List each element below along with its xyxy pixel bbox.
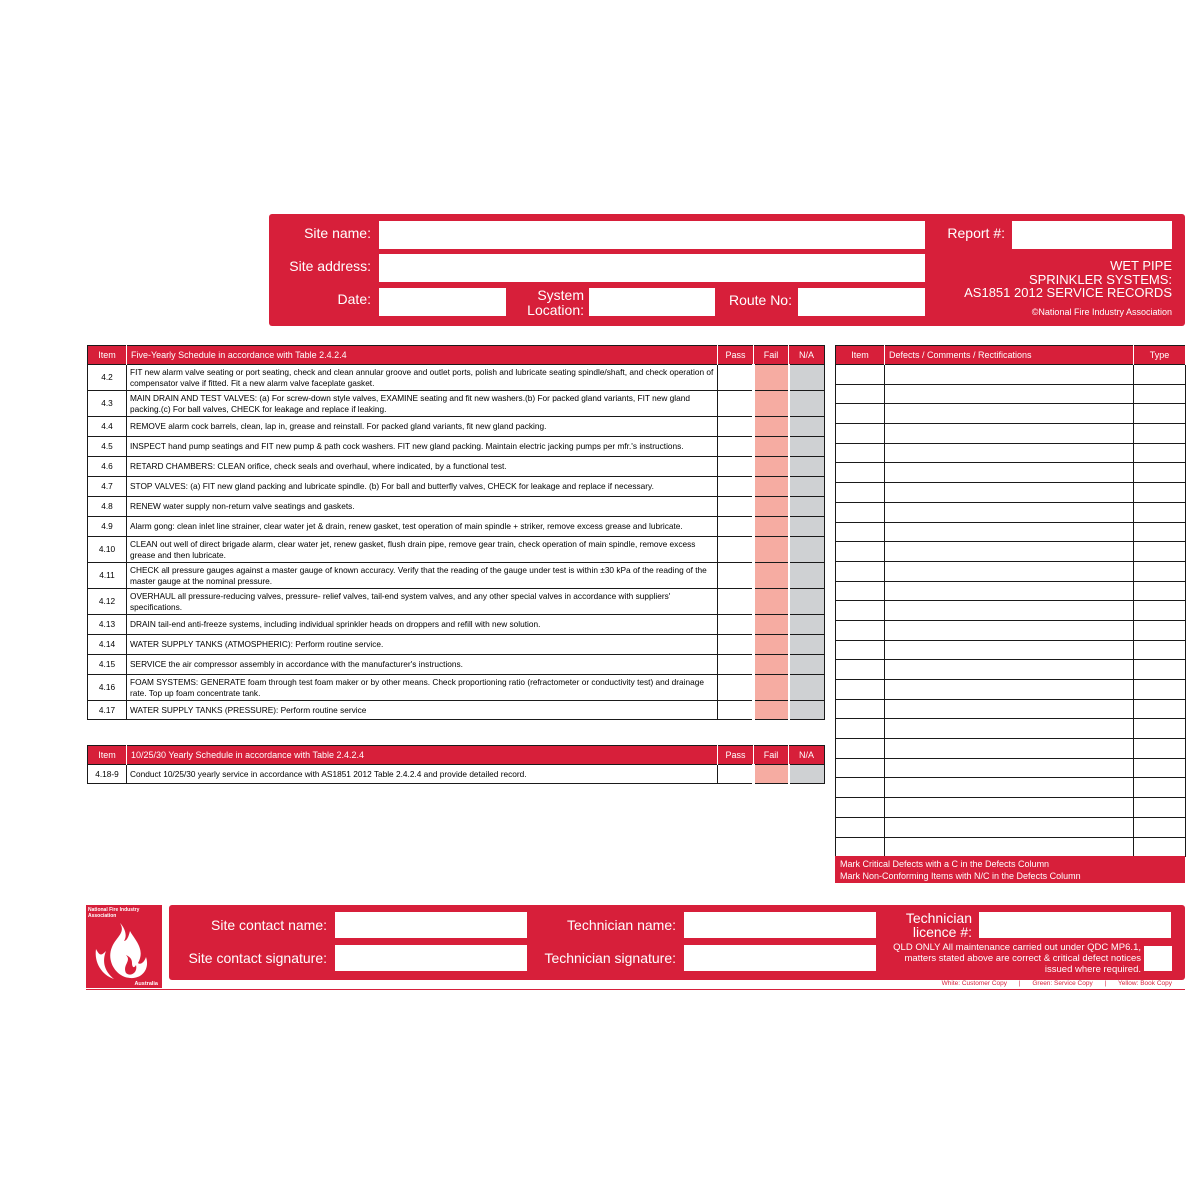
item-description: MAIN DRAIN AND TEST VALVES: (a) For screw-down style valves, EXAMINE seating and fit new washers.(b) For packed gland variants, FIT new gland packing.(c) For ball valves, CHECK for leakage and replace if leaking. [127,391,718,417]
defect-row [836,660,1186,680]
schedule-row [88,497,825,517]
pass-checkbox[interactable] [718,589,754,615]
defect-item-cell[interactable] [836,561,885,581]
defect-item-cell[interactable] [836,739,885,759]
site-contact-signature-label: Site contact signature: [188,950,327,966]
green-copy-label: Green: Service Copy [1032,980,1093,987]
defect-item-cell[interactable] [836,542,885,562]
item-description: INSPECT hand pump seatings and FIT new pump & path cock washers. FIT new gland packing. Maintain electric jacking pumps per mfr.'s instructions. [127,437,718,457]
date-field[interactable] [379,288,506,316]
defect-item-cell[interactable] [836,404,885,424]
item-description: REMOVE alarm cock barrels, clean, lap in, grease and reinstall. For packed gland variants, fit new gland packing. [127,417,718,437]
pass-checkbox[interactable] [718,457,754,477]
na-checkbox[interactable] [789,517,825,537]
column-header-item: Item [88,346,127,365]
defect-row [836,561,1186,581]
na-checkbox[interactable] [789,365,825,391]
pass-checkbox[interactable] [718,391,754,417]
schedule-row [88,635,825,655]
item-description: OVERHAUL all pressure-reducing valves, pressure- relief valves, tail-end system valves, and any other special valves in accordance with suppliers' specifications. [127,589,718,615]
fail-checkbox[interactable] [754,615,789,635]
defects-notes [835,856,1185,883]
schedule-row [88,589,825,615]
item-number: 4.3 [88,391,127,417]
defect-item-cell[interactable] [836,699,885,719]
pass-checkbox[interactable] [718,537,754,563]
item-number: 4.13 [88,615,127,635]
fail-checkbox[interactable] [754,437,789,457]
site-name-field[interactable] [379,221,925,249]
defect-row [836,798,1186,818]
defect-type-cell[interactable] [1134,601,1186,621]
schedule-row [88,765,825,784]
five-yearly-schedule-table [87,345,825,720]
schedule-row [88,615,825,635]
report-number-field[interactable] [1012,221,1172,249]
item-description: WATER SUPPLY TANKS (ATMOSPHERIC): Perform routine service. [127,635,718,655]
route-no-label: Route No: [728,292,792,308]
defect-row [836,601,1186,621]
defect-type-cell[interactable] [1134,365,1186,385]
schedule-row [88,477,825,497]
defect-type-cell[interactable] [1134,817,1186,837]
nfia-logo [86,905,162,988]
site-address-field[interactable] [379,254,925,282]
schedule-row [88,537,825,563]
fail-checkbox[interactable] [754,635,789,655]
column-header-na: N/A [789,746,825,765]
report-title-line-3: AS1851 2012 SERVICE RECORDS [964,285,1172,300]
defect-comment-cell[interactable] [885,739,1134,759]
defect-row [836,365,1186,385]
technician-licence-label-line-1: Technician [905,910,972,926]
fail-checkbox[interactable] [754,675,789,701]
site-contact-signature-field[interactable] [335,945,527,971]
pass-checkbox[interactable] [718,563,754,589]
item-description: Alarm gong: clean inlet line strainer, clear water jet & drain, renew gasket, test operation of main spindle + striker, remove excess grease and lubricate. [127,517,718,537]
technician-licence-field[interactable] [979,912,1171,938]
defect-item-cell[interactable] [836,798,885,818]
item-number: 4.2 [88,365,127,391]
route-no-field[interactable] [798,288,925,316]
technician-signature-label: Technician signature: [544,950,676,966]
fail-checkbox[interactable] [754,701,789,720]
report-title-line-2: SPRINKLER SYSTEMS: [1028,271,1172,287]
na-checkbox[interactable] [789,391,825,417]
pass-checkbox[interactable] [718,437,754,457]
defect-row [836,384,1186,404]
signoff-footer [169,905,1185,980]
pass-checkbox[interactable] [718,765,754,784]
defect-row [836,463,1186,483]
defect-item-cell[interactable] [836,581,885,601]
pass-checkbox[interactable] [718,635,754,655]
na-checkbox[interactable] [789,497,825,517]
pass-checkbox[interactable] [718,675,754,701]
technician-licence-label-line-2: licence #: [912,924,972,940]
fail-checkbox[interactable] [754,417,789,437]
defect-comment-cell[interactable] [885,680,1134,700]
schedule-row [88,517,825,537]
defect-comment-cell[interactable] [885,798,1134,818]
defect-comment-cell[interactable] [885,365,1134,385]
defect-type-cell[interactable] [1134,522,1186,542]
defects-header-row [836,346,1186,365]
defect-row [836,542,1186,562]
item-number: 4.18-9 [88,765,127,784]
defect-item-cell[interactable] [836,483,885,503]
defect-type-cell[interactable] [1134,463,1186,483]
item-description: SERVICE the air compressor assembly in accordance with the manufacturer's instructions. [127,655,718,675]
column-header-na: N/A [789,346,825,365]
defect-row [836,620,1186,640]
schedule-row [88,563,825,589]
defect-comment-cell[interactable] [885,699,1134,719]
defect-type-cell[interactable] [1134,837,1186,857]
pass-checkbox[interactable] [718,417,754,437]
defect-row [836,483,1186,503]
schedule-row [88,701,825,720]
fail-checkbox[interactable] [754,477,789,497]
fail-checkbox[interactable] [754,655,789,675]
defect-type-cell[interactable] [1134,384,1186,404]
fail-checkbox[interactable] [754,765,789,784]
defect-comment-cell[interactable] [885,443,1134,463]
na-checkbox[interactable] [789,563,825,589]
pass-checkbox[interactable] [718,497,754,517]
item-description: WATER SUPPLY TANKS (PRESSURE): Perform routine service [127,701,718,720]
pass-checkbox[interactable] [718,655,754,675]
defect-item-cell[interactable] [836,660,885,680]
site-name-label: Site name: [304,225,371,241]
report-header [269,214,1185,326]
system-location-label-line-1: System [537,287,584,303]
schedule-row [88,675,825,701]
defect-type-cell[interactable] [1134,581,1186,601]
defect-row [836,522,1186,542]
column-header-item: Item [88,746,127,765]
site-contact-name-field[interactable] [335,912,527,938]
item-number: 4.9 [88,517,127,537]
defect-row [836,758,1186,778]
defect-row [836,443,1186,463]
defect-type-cell[interactable] [1134,798,1186,818]
defect-comment-cell[interactable] [885,404,1134,424]
defect-type-cell[interactable] [1134,502,1186,522]
defect-row [836,778,1186,798]
defect-row [836,502,1186,522]
item-description: CLEAN out well of direct brigade alarm, clear water jet, renew gasket, flush drain pipe, remove gear train, check operation of main spindle, remove excess grease and then lubricate. [127,537,718,563]
qld-compliance-note: QLD ONLY All maintenance carried out under QDC MP6.1, matters stated above are correct & critical defect notices issued where required. [893,942,1141,975]
item-description: CHECK all pressure gauges against a master gauge of known accuracy. Verify that the reading of the gauge under test is within ±30 kPa of the reading of the master gauge at the nominal pressure. [127,563,718,589]
defect-type-cell[interactable] [1134,620,1186,640]
item-number: 4.4 [88,417,127,437]
copy-separator: | [1018,980,1021,987]
defect-row [836,837,1186,857]
defect-type-cell[interactable] [1134,758,1186,778]
defect-item-cell[interactable] [836,719,885,739]
copyright-notice: ©National Fire Industry Association [1031,307,1172,317]
report-number-label: Report #: [947,225,1005,241]
defect-item-cell[interactable] [836,443,885,463]
defect-item-cell[interactable] [836,463,885,483]
defect-type-cell[interactable] [1134,443,1186,463]
fail-checkbox[interactable] [754,497,789,517]
defect-row [836,404,1186,424]
ten-yearly-header-row [88,746,825,765]
defect-type-cell[interactable] [1134,680,1186,700]
white-copy-label: White: Customer Copy [941,980,1008,987]
date-label: Date: [337,291,371,307]
schedule-row [88,457,825,477]
defect-item-cell[interactable] [836,522,885,542]
defect-comment-cell[interactable] [885,542,1134,562]
system-location-label [511,288,584,317]
report-title-line-1: WET PIPE [1110,258,1172,273]
item-description: Conduct 10/25/30 yearly service in accordance with AS1851 2012 Table 2.4.2.4 and provide detailed record. [127,765,718,784]
defect-comment-cell[interactable] [885,424,1134,444]
defect-comment-cell[interactable] [885,384,1134,404]
pass-checkbox[interactable] [718,517,754,537]
defect-type-cell[interactable] [1134,404,1186,424]
report-title [964,259,1172,300]
schedule-row [88,417,825,437]
defect-comment-cell[interactable] [885,660,1134,680]
defect-item-cell[interactable] [836,384,885,404]
defect-row [836,424,1186,444]
column-header-type: Type [1134,346,1186,365]
five-yearly-header-row [88,346,825,365]
defect-item-cell[interactable] [836,680,885,700]
column-header-pass: Pass [718,346,754,365]
logo-country: Australia [134,981,158,987]
na-checkbox[interactable] [789,655,825,675]
column-header-fail: Fail [754,346,789,365]
na-checkbox[interactable] [789,589,825,615]
schedule-row [88,391,825,417]
defect-type-cell[interactable] [1134,640,1186,660]
item-description: STOP VALVES: (a) FIT new gland packing and lubricate spindle. (b) For ball and butterfly valves, CHECK for leakage and replace if necessary. [127,477,718,497]
technician-licence-label [881,911,972,939]
defect-row [836,581,1186,601]
na-checkbox[interactable] [789,437,825,457]
pass-checkbox[interactable] [718,477,754,497]
na-checkbox[interactable] [789,457,825,477]
item-description: FOAM SYSTEMS: GENERATE foam through test foam maker or by other means. Check proportioning ratio (refractometer or conductivity test) and drainage rate. Top up foam concentrate tank. [127,675,718,701]
item-description: RENEW water supply non-return valve seatings and gaskets. [127,497,718,517]
defect-row [836,680,1186,700]
defect-type-cell[interactable] [1134,424,1186,444]
site-contact-name-label: Site contact name: [211,917,327,933]
defect-comment-cell[interactable] [885,581,1134,601]
item-number: 4.10 [88,537,127,563]
defect-comment-cell[interactable] [885,601,1134,621]
non-conforming-note: Mark Non-Conforming Items with N/C in the Defects Column [840,871,1081,881]
item-number: 4.5 [88,437,127,457]
defect-comment-cell[interactable] [885,640,1134,660]
column-header-item: Item [836,346,885,365]
column-header-defects-comments: Defects / Comments / Rectifications [885,346,1134,365]
na-checkbox[interactable] [789,675,825,701]
defect-row [836,739,1186,759]
system-location-label-line-2: Location: [527,301,584,318]
na-checkbox[interactable] [789,417,825,437]
defect-item-cell[interactable] [836,640,885,660]
technician-signature-field[interactable] [684,945,876,971]
defect-comment-cell[interactable] [885,817,1134,837]
pass-checkbox[interactable] [718,701,754,720]
fail-checkbox[interactable] [754,391,789,417]
pass-checkbox[interactable] [718,365,754,391]
item-number: 4.11 [88,563,127,589]
na-checkbox[interactable] [789,615,825,635]
schedule-row [88,655,825,675]
defect-comment-cell[interactable] [885,758,1134,778]
item-number: 4.8 [88,497,127,517]
defect-type-cell[interactable] [1134,561,1186,581]
defect-item-cell[interactable] [836,424,885,444]
item-number: 4.14 [88,635,127,655]
item-description: FIT new alarm valve seating or port seating, check and clean annular groove and outlet ports, polish and lubricate seating spindle/shaft, and check operation of compensator valve if fitted. Fit a new alarm valve faceplate gasket. [127,365,718,391]
site-address-label: Site address: [289,258,371,274]
qld-compliance-checkbox[interactable] [1144,946,1172,971]
defect-comment-cell[interactable] [885,719,1134,739]
defect-item-cell[interactable] [836,817,885,837]
na-checkbox[interactable] [789,635,825,655]
defect-comment-cell[interactable] [885,463,1134,483]
defect-item-cell[interactable] [836,620,885,640]
defect-type-cell[interactable] [1134,699,1186,719]
column-header-fail: Fail [754,746,789,765]
defect-comment-cell[interactable] [885,778,1134,798]
defect-item-cell[interactable] [836,365,885,385]
defect-comment-cell[interactable] [885,483,1134,503]
copy-distribution-legend [938,980,1172,987]
technician-name-label: Technician name: [567,917,676,933]
fail-checkbox[interactable] [754,537,789,563]
defect-row [836,817,1186,837]
defect-item-cell[interactable] [836,837,885,857]
defect-type-cell[interactable] [1134,719,1186,739]
defect-type-cell[interactable] [1134,483,1186,503]
na-checkbox[interactable] [789,701,825,720]
column-header-description: 10/25/30 Yearly Schedule in accordance with Table 2.4.2.4 [127,746,718,765]
defect-comment-cell[interactable] [885,837,1134,857]
defect-type-cell[interactable] [1134,542,1186,562]
defect-item-cell[interactable] [836,502,885,522]
fail-checkbox[interactable] [754,365,789,391]
defect-item-cell[interactable] [836,778,885,798]
defect-comment-cell[interactable] [885,502,1134,522]
fail-checkbox[interactable] [754,517,789,537]
column-header-description: Five-Yearly Schedule in accordance with Table 2.4.2.4 [127,346,718,365]
defect-comment-cell[interactable] [885,522,1134,542]
defect-type-cell[interactable] [1134,778,1186,798]
critical-defects-note: Mark Critical Defects with a C in the Defects Column [840,859,1050,869]
item-number: 4.16 [88,675,127,701]
defect-row [836,640,1186,660]
pass-checkbox[interactable] [718,615,754,635]
item-description: RETARD CHAMBERS: CLEAN orifice, check seals and overhaul, where indicated, by a functional test. [127,457,718,477]
defect-row [836,699,1186,719]
item-number: 4.15 [88,655,127,675]
fail-checkbox[interactable] [754,457,789,477]
na-checkbox[interactable] [789,477,825,497]
footer-divider [86,989,1185,990]
system-location-field[interactable] [589,288,715,316]
na-checkbox[interactable] [789,765,825,784]
schedule-row [88,365,825,391]
ten-yearly-schedule-table [87,745,825,784]
defect-item-cell[interactable] [836,601,885,621]
technician-name-field[interactable] [684,912,876,938]
fail-checkbox[interactable] [754,589,789,615]
item-number: 4.12 [88,589,127,615]
item-number: 4.17 [88,701,127,720]
defect-comment-cell[interactable] [885,620,1134,640]
defect-item-cell[interactable] [836,758,885,778]
column-header-pass: Pass [718,746,754,765]
na-checkbox[interactable] [789,537,825,563]
defect-comment-cell[interactable] [885,561,1134,581]
defects-table [835,345,1186,857]
flame-icon [86,905,162,988]
item-number: 4.7 [88,477,127,497]
yellow-copy-label: Yellow: Book Copy [1118,980,1172,987]
copy-separator: | [1104,980,1107,987]
logo-org-name: National Fire Industry Association [88,907,140,919]
defect-type-cell[interactable] [1134,660,1186,680]
item-description: DRAIN tail-end anti-freeze systems, including individual sprinkler heads on droppers and refill with new solution. [127,615,718,635]
fail-checkbox[interactable] [754,563,789,589]
item-number: 4.6 [88,457,127,477]
schedule-row [88,437,825,457]
defect-row [836,719,1186,739]
defect-type-cell[interactable] [1134,739,1186,759]
